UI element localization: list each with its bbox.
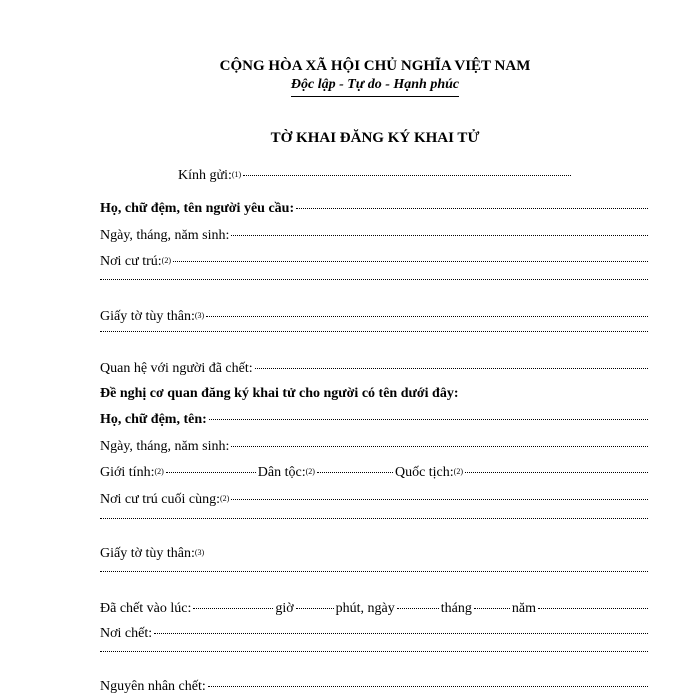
relation-field[interactable] (255, 367, 648, 369)
death-year-field[interactable] (538, 607, 648, 609)
document-header (0, 58, 700, 97)
death-place-label: Nơi chết: (100, 626, 153, 641)
deceased-id-note: (3) (194, 548, 205, 557)
death-hour-field[interactable] (193, 607, 273, 609)
gender-field[interactable] (166, 471, 256, 473)
requester-residence-note: (2) (161, 256, 171, 265)
last-residence-note: (2) (219, 494, 230, 503)
ethnicity-field[interactable] (317, 471, 393, 473)
gender-ethnicity-nationality-row (100, 465, 650, 485)
requester-residence-field[interactable] (173, 260, 648, 262)
relation-row (100, 361, 650, 381)
requester-residence-row (100, 254, 650, 274)
ethnicity-label: Dân tộc: (257, 465, 306, 480)
last-residence-label: Nơi cư trú cuối cùng: (100, 492, 220, 507)
requester-id-row-2 (100, 333, 650, 353)
deceased-dob-field[interactable] (231, 445, 648, 447)
death-place-field-2[interactable] (100, 650, 648, 652)
death-minute-field[interactable] (296, 607, 334, 609)
cause-row (100, 679, 650, 699)
cause-field[interactable] (208, 685, 648, 687)
requester-name-field[interactable] (296, 207, 648, 209)
death-month-field[interactable] (474, 607, 510, 609)
requester-dob-label: Ngày, tháng, năm sinh: (100, 228, 230, 243)
ethnicity-note: (2) (305, 467, 315, 476)
requester-name-label: Họ, chữ đệm, tên người yêu cầu: (100, 201, 295, 216)
requester-id-row (100, 309, 650, 329)
deceased-id-field[interactable] (100, 570, 648, 572)
deceased-name-row (100, 412, 650, 432)
requester-id-field[interactable] (206, 315, 648, 317)
request-statement: Đề nghị cơ quan đăng ký khai tử cho người có tên dưới đây: (100, 386, 459, 401)
deceased-dob-label: Ngày, tháng, năm sinh: (100, 439, 230, 454)
death-time-row (100, 601, 650, 621)
minute-label: phút, ngày (335, 601, 395, 616)
death-place-field[interactable] (154, 632, 648, 634)
requester-name-row (100, 201, 650, 221)
death-time-label: Đã chết vào lúc: (100, 601, 192, 616)
requester-dob-row (100, 228, 650, 248)
addressee-label: Kính gửi: (178, 168, 232, 183)
deceased-dob-row (100, 439, 650, 459)
month-label: tháng (440, 601, 472, 616)
requester-id-label: Giấy tờ tùy thân: (100, 309, 195, 324)
addressee-row (178, 168, 573, 188)
requester-residence-row-2 (100, 281, 650, 301)
deceased-name-label: Họ, chữ đệm, tên: (100, 412, 207, 427)
addressee-note: (1) (231, 170, 242, 179)
hour-label: giờ (275, 601, 294, 616)
death-place-row-2 (100, 653, 650, 673)
last-residence-row-2 (100, 520, 650, 540)
requester-residence-label: Nơi cư trú: (100, 254, 162, 269)
national-motto: Độc lập - Tự do - Hạnh phúc (291, 77, 459, 97)
request-statement-row (100, 386, 650, 406)
deceased-id-row (100, 546, 650, 566)
deceased-id-row-2 (100, 573, 650, 593)
nationality-label: Quốc tịch: (394, 465, 454, 480)
form-title: TỜ KHAI ĐĂNG KÝ KHAI TỬ (270, 130, 480, 146)
cause-label: Nguyên nhân chết: (100, 679, 206, 694)
nationality-field[interactable] (465, 471, 648, 473)
last-residence-field[interactable] (231, 498, 648, 500)
last-residence-row (100, 492, 650, 512)
death-day-field[interactable] (397, 607, 439, 609)
year-label: năm (511, 601, 536, 616)
relation-label: Quan hệ với người đã chết: (100, 361, 253, 376)
deceased-name-field[interactable] (209, 418, 648, 420)
nationality-note: (2) (453, 467, 463, 476)
gender-note: (2) (154, 467, 164, 476)
requester-dob-field[interactable] (231, 234, 648, 236)
deceased-id-label: Giấy tờ tùy thân: (100, 546, 195, 561)
requester-residence-field-2[interactable] (100, 278, 648, 280)
last-residence-field-2[interactable] (100, 517, 648, 519)
requester-id-note: (3) (194, 311, 205, 320)
gender-label: Giới tính: (100, 465, 155, 480)
addressee-field[interactable] (243, 174, 571, 176)
death-place-row (100, 626, 650, 646)
national-title: CỘNG HÒA XÃ HỘI CHỦ NGHĨA VIỆT NAM (219, 58, 531, 74)
requester-id-field-2[interactable] (100, 330, 648, 332)
